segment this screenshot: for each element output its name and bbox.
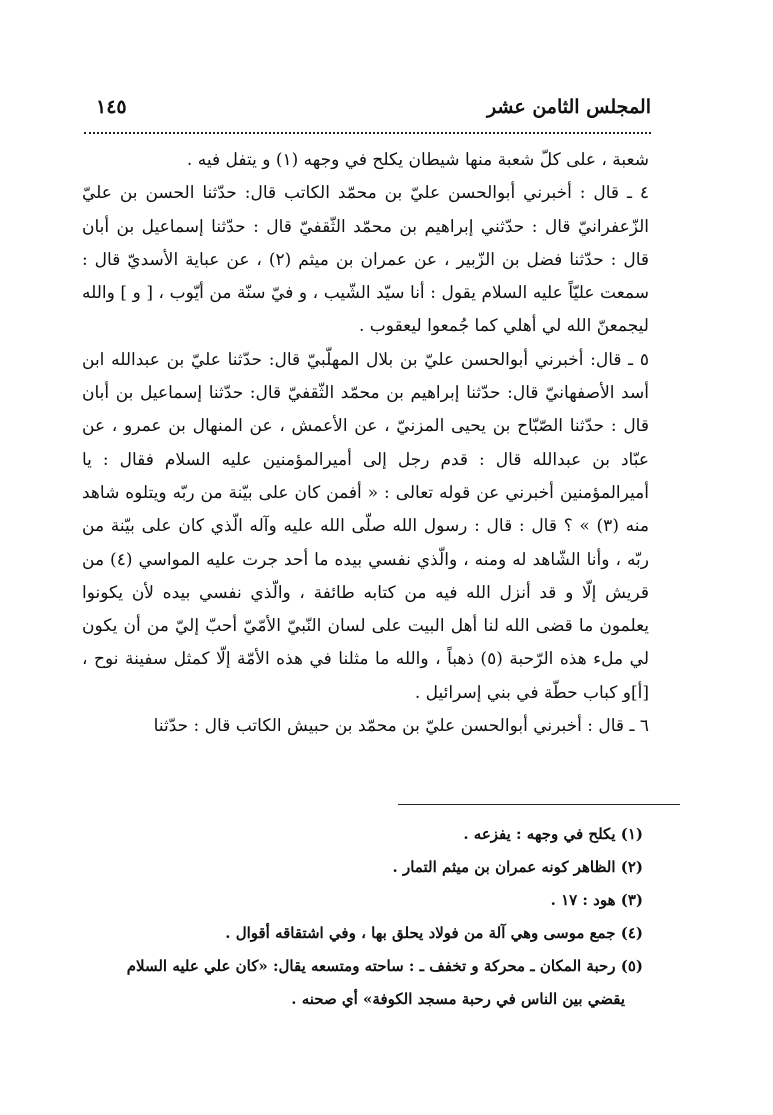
page-number: ١٤٥ [96,96,127,118]
footnote-divider [398,804,680,805]
paragraph-hadith-4: ٤ ـ قال : أخبرني أبوالحسن عليّ بن محمّد الكاتب قال: حدّثنا الحسن بن عليّ الزّعفرانيّ قال : حدّثني إبراهيم بن محمّد الثّقفيّ قال : حدّثنا إسماعيل بن أبان قال : حدّثنا فضل بن الزّبير ، عن عمران بن ميثم (٢) ، عن عباية الأسديّ قال : سمعت عليّاً عليه السلام يقول : أنا سيّد الشّيب ، و فيّ سنّة من أيّوب ، [ و ] والله ليجمعنّ الله لي أهلي كما جُمعوا ليعقوب . [82,183,649,337]
paragraph-1: شعبة ، على كلّ شعبة منها شيطان يكلح في وجهه (١) و يتفل فيه . [186,150,649,170]
footnote-3: (٣) هود : ١٧ . [550,891,643,909]
footnote-5-continued: يقضي بين الناس في رحبة مسجد الكوفة» أي صحنه . [291,990,625,1008]
page-header [96,96,651,130]
paragraph-hadith-5: ٥ ـ قال: أخبرني أبوالحسن عليّ بن بلال المهلّبيّ قال: حدّثنا عليّ بن عبدالله ابن أسد الأصفهانيّ قال: حدّثنا إبراهيم بن محمّد الثّقفيّ قال: حدّثنا إسماعيل بن أبان قال : حدّثنا الصّبّاح بن يحيى المزنيّ ، عن الأعمش ، عن المنهال بن عمرو ، عن عبّاد بن عبدالله قال : قدم رجل إلى أميرالمؤمنين عليه السلام فقال : يا أميرالمؤمنين أخبرني عن قوله تعالى : « أفمن كان على بيّنة من ربّه ويتلوه شاهد منه (٣) » ؟ قال : قال : رسول الله صلّى الله عليه وآله الّذي كان على بيّنة من ربّه ، وأنا الشّاهد له ومنه ، والّذي نفسي بيده ما أحد جرت عليه المواسي (٤) من قريش إلّا و قد أنزل الله فيه من كتابه طائفة ، والّذي نفسي بيده لأن يكونوا يعلمون ما قضى الله لنا أهل البيت على لسان النّبيّ الأمّيّ أحبّ إليّ من أن يكون لي ملء هذه الرّحبة (٥) ذهباً ، والله ما مثلنا في هذه الأمّة إلّا كمثل سفينة نوح ، [أ]و كباب حطّة في بني إسرائيل . [82,349,650,703]
header-divider [84,132,651,134]
footnote-2: (٢) الظاهر كونه عمران بن ميثم التمار . [392,858,643,876]
footnotes [86,818,643,1016]
paragraph-hadith-6: ٦ ـ قال : أخبرني أبوالحسن عليّ بن محمّد بن حبيش الكاتب قال : حدّثنا [153,716,649,737]
footnote-1: (١) يكلح في وجهه : يفزعه . [463,825,643,843]
chapter-title: المجلس الثامن عشر [486,96,651,118]
footnote-4: (٤) جمع موسى وهي آلة من فولاد يحلق بها ، وفي اشتقاقه أقوال . [225,924,643,942]
main-text [82,144,649,743]
footnote-5: (٥) رحبة المكان ـ محركة و تخفف ـ : ساحته ومتسعه يقال: «كان علي عليه السلام [126,957,643,975]
